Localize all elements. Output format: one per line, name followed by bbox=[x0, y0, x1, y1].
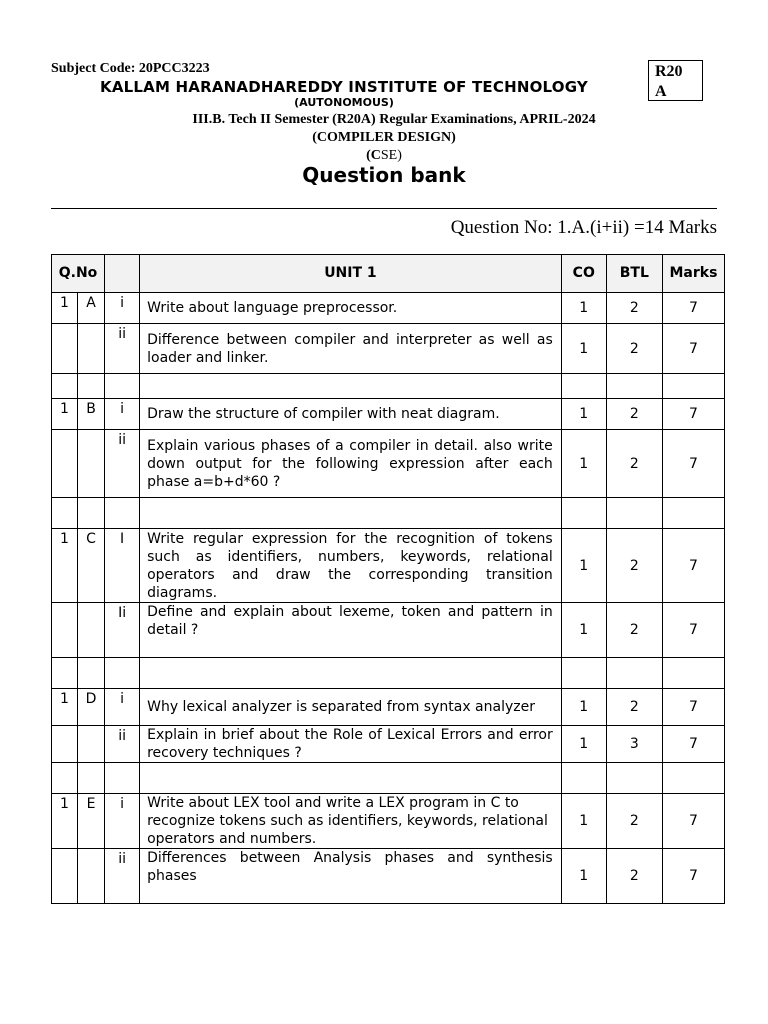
question-table bbox=[51, 254, 725, 904]
autonomous-label: (AUTONOMOUS) bbox=[294, 96, 394, 109]
subject-name: (COMPILER DESIGN) bbox=[312, 130, 456, 145]
cell-co: 1 bbox=[561, 849, 606, 904]
table-row bbox=[52, 324, 725, 374]
cell-co: 1 bbox=[561, 324, 606, 374]
cell-number bbox=[52, 498, 78, 529]
cell-roman: i bbox=[105, 794, 140, 849]
header-btl: BTL bbox=[606, 255, 662, 293]
divider bbox=[51, 208, 717, 209]
cell-letter: B bbox=[78, 399, 105, 430]
cell-co: 1 bbox=[561, 529, 606, 603]
cell-btl: 2 bbox=[606, 293, 662, 324]
cell-btl bbox=[606, 374, 662, 399]
cell-co: 1 bbox=[561, 726, 606, 763]
table-row bbox=[52, 529, 725, 603]
page-title: Question bank bbox=[302, 163, 466, 187]
cell-roman: ii bbox=[105, 430, 140, 498]
cell-roman: ii bbox=[105, 726, 140, 763]
cell-marks bbox=[662, 658, 724, 689]
subject-code: Subject Code: 20PCC3223 bbox=[51, 61, 210, 76]
cell-co bbox=[561, 658, 606, 689]
branch-label bbox=[0, 148, 768, 164]
cell-question: Explain in brief about the Role of Lexical Errors and error recovery techniques ? bbox=[140, 726, 562, 763]
cell-number: 1 bbox=[52, 399, 78, 430]
cell-roman: ii bbox=[105, 849, 140, 904]
cell-btl bbox=[606, 498, 662, 529]
header-marks: Marks bbox=[662, 255, 724, 293]
cell-roman: Ii bbox=[105, 603, 140, 658]
cell-roman bbox=[105, 658, 140, 689]
cell-question: Write regular expression for the recognition of tokens such as identifiers, numbers, keywords, relational operators and draw the corresponding transition diagrams. bbox=[140, 529, 562, 603]
cell-btl bbox=[606, 658, 662, 689]
cell-letter bbox=[78, 726, 105, 763]
cell-letter: E bbox=[78, 794, 105, 849]
cell-number bbox=[52, 658, 78, 689]
cell-number bbox=[52, 849, 78, 904]
cell-btl: 2 bbox=[606, 603, 662, 658]
regulation-line2: A bbox=[655, 83, 667, 100]
cell-marks: 7 bbox=[662, 529, 724, 603]
cell-letter bbox=[78, 498, 105, 529]
cell-number: 1 bbox=[52, 529, 78, 603]
cell-roman: i bbox=[105, 399, 140, 430]
cell-btl: 2 bbox=[606, 794, 662, 849]
branch-rest: SE) bbox=[380, 148, 402, 163]
cell-number bbox=[52, 374, 78, 399]
cell-question bbox=[140, 763, 562, 794]
cell-marks bbox=[662, 498, 724, 529]
cell-marks: 7 bbox=[662, 430, 724, 498]
cell-letter bbox=[78, 430, 105, 498]
cell-marks: 7 bbox=[662, 293, 724, 324]
cell-btl: 2 bbox=[606, 324, 662, 374]
cell-question: Write about language preprocessor. bbox=[140, 293, 562, 324]
cell-question bbox=[140, 658, 562, 689]
exam-title: III.B. Tech II Semester (R20A) Regular Examinations, APRIL-2024 bbox=[192, 112, 596, 127]
header-co: CO bbox=[561, 255, 606, 293]
cell-letter bbox=[78, 763, 105, 794]
cell-letter bbox=[78, 849, 105, 904]
table-row-empty bbox=[52, 498, 725, 529]
cell-question: Write about LEX tool and write a LEX program in C to recognize tokens such as identifiers, keywords, relational operators and numbers. bbox=[140, 794, 562, 849]
cell-marks: 7 bbox=[662, 794, 724, 849]
cell-letter: D bbox=[78, 689, 105, 726]
table-row-empty bbox=[52, 658, 725, 689]
cell-marks bbox=[662, 763, 724, 794]
table-row bbox=[52, 794, 725, 849]
header-blank bbox=[105, 255, 140, 293]
cell-marks: 7 bbox=[662, 324, 724, 374]
table-row-empty bbox=[52, 763, 725, 794]
cell-question: Define and explain about lexeme, token and pattern in detail ? bbox=[140, 603, 562, 658]
cell-question: Differences between Analysis phases and synthesis phases bbox=[140, 849, 562, 904]
cell-co: 1 bbox=[561, 794, 606, 849]
cell-marks: 7 bbox=[662, 603, 724, 658]
cell-number bbox=[52, 430, 78, 498]
cell-co: 1 bbox=[561, 603, 606, 658]
cell-btl: 2 bbox=[606, 399, 662, 430]
institute-name: KALLAM HARANADHAREDDY INSTITUTE OF TECHNOLOGY bbox=[100, 78, 588, 96]
cell-btl: 2 bbox=[606, 529, 662, 603]
cell-marks: 7 bbox=[662, 399, 724, 430]
cell-number: 1 bbox=[52, 794, 78, 849]
cell-number bbox=[52, 763, 78, 794]
cell-marks: 7 bbox=[662, 726, 724, 763]
cell-btl: 2 bbox=[606, 849, 662, 904]
cell-co: 1 bbox=[561, 689, 606, 726]
cell-number bbox=[52, 603, 78, 658]
regulation-line1: R20 bbox=[655, 63, 683, 80]
cell-roman: ii bbox=[105, 324, 140, 374]
table-row bbox=[52, 399, 725, 430]
cell-letter: A bbox=[78, 293, 105, 324]
header-qno: Q.No bbox=[52, 255, 105, 293]
cell-question: Difference between compiler and interpreter as well as loader and linker. bbox=[140, 324, 562, 374]
cell-question bbox=[140, 374, 562, 399]
cell-number: 1 bbox=[52, 689, 78, 726]
branch-prefix: (C bbox=[366, 148, 381, 163]
cell-co bbox=[561, 763, 606, 794]
table-row bbox=[52, 726, 725, 763]
cell-question: Why lexical analyzer is separated from syntax analyzer bbox=[140, 689, 562, 726]
cell-number bbox=[52, 726, 78, 763]
cell-question: Explain various phases of a compiler in detail. also write down output for the following expression after each phase a=b+d*60 ? bbox=[140, 430, 562, 498]
cell-co: 1 bbox=[561, 430, 606, 498]
cell-letter bbox=[78, 603, 105, 658]
cell-marks: 7 bbox=[662, 689, 724, 726]
cell-number: 1 bbox=[52, 293, 78, 324]
question-number-label: Question No: 1.A.(i+ii) =14 Marks bbox=[450, 217, 717, 238]
cell-btl: 3 bbox=[606, 726, 662, 763]
cell-co bbox=[561, 498, 606, 529]
cell-number bbox=[52, 324, 78, 374]
table-row bbox=[52, 293, 725, 324]
cell-marks: 7 bbox=[662, 849, 724, 904]
cell-letter: C bbox=[78, 529, 105, 603]
cell-btl: 2 bbox=[606, 689, 662, 726]
table-header-row bbox=[52, 255, 725, 293]
table-row-empty bbox=[52, 374, 725, 399]
table-row bbox=[52, 849, 725, 904]
cell-letter bbox=[78, 374, 105, 399]
table-row bbox=[52, 603, 725, 658]
cell-roman bbox=[105, 763, 140, 794]
cell-btl: 2 bbox=[606, 430, 662, 498]
cell-question: Draw the structure of compiler with neat diagram. bbox=[140, 399, 562, 430]
cell-marks bbox=[662, 374, 724, 399]
cell-roman bbox=[105, 374, 140, 399]
cell-co bbox=[561, 374, 606, 399]
cell-co: 1 bbox=[561, 293, 606, 324]
cell-btl bbox=[606, 763, 662, 794]
cell-question bbox=[140, 498, 562, 529]
table-row bbox=[52, 689, 725, 726]
cell-co: 1 bbox=[561, 399, 606, 430]
table-row bbox=[52, 430, 725, 498]
cell-letter bbox=[78, 324, 105, 374]
cell-roman bbox=[105, 498, 140, 529]
cell-roman: i bbox=[105, 689, 140, 726]
cell-roman: i bbox=[105, 293, 140, 324]
header-unit: UNIT 1 bbox=[140, 255, 562, 293]
cell-letter bbox=[78, 658, 105, 689]
cell-roman: I bbox=[105, 529, 140, 603]
